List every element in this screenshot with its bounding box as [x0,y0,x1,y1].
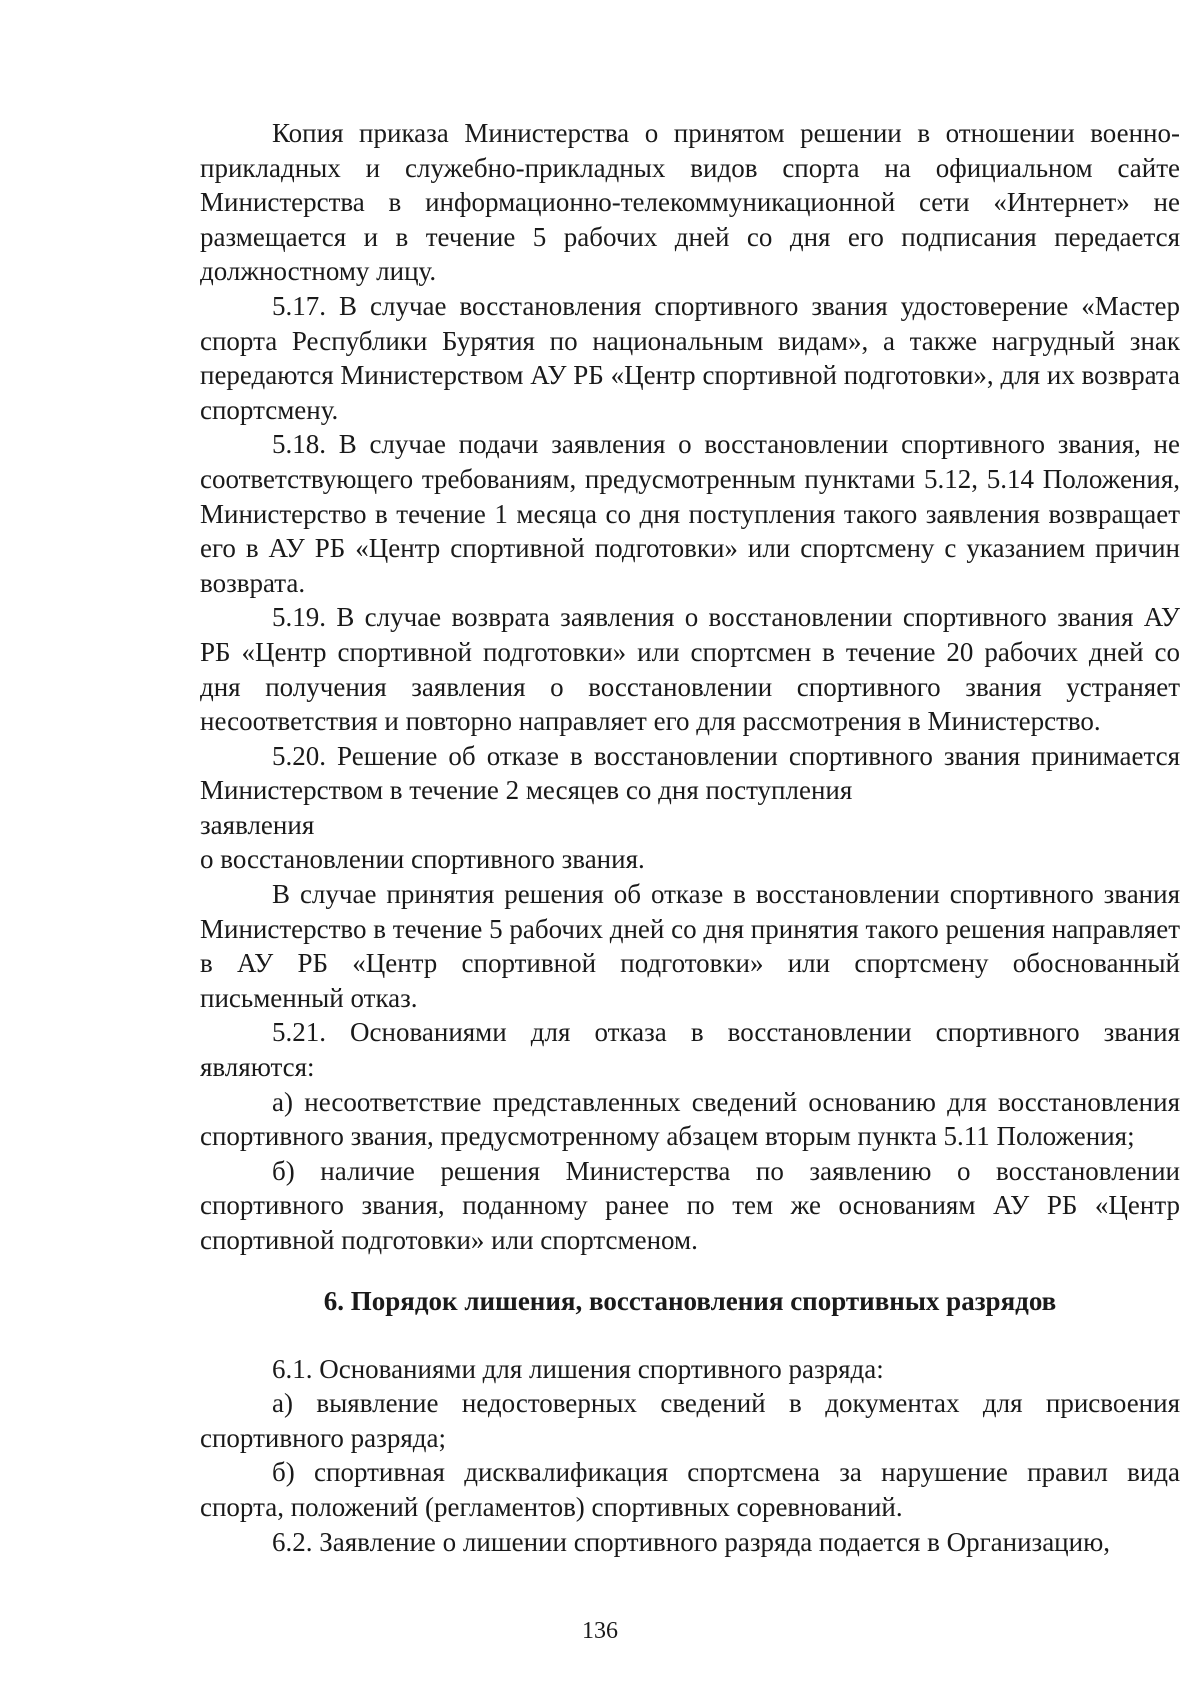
document-body [200,116,1180,1559]
paragraph-refusal-decision: В случае принятия решения об отказе в восстановлении спортивного звания Министерство в течение 5 рабочих дней со дня принятия такого решения направляет в АУ РБ «Центр спортивной подготовки» или спортсмену обоснованный письменный отказ. [200,879,1180,1013]
paragraph-6-2: 6.2. Заявление о лишении спортивного разряда подается в Организацию, [272,1526,1111,1557]
paragraph-5-20-line-applications: заявления [200,809,315,840]
page-number: 136 [582,1618,618,1644]
paragraph-5-17: 5.17. В случае восстановления спортивного звания удостоверение «Мастер спорта Республики Бурятия по национальным видам», а также нагрудный знак передаются Министерством АУ РБ «Центр спортивной подготовки», для их возврата спортсмену. [200,290,1180,425]
paragraph-5-19: 5.19. В случае возврата заявления о восстановлении спортивного звания АУ РБ «Центр спортивной подготовки» или спортсмен в течение 20 рабочих дней со дня получения заявления о восстановлении спортивного звания устраняет несоответствия и повторно направляет его для рассмотрения в Министерство. [200,602,1180,737]
paragraph-5-21: 5.21. Основаниями для отказа в восстановлении спортивного звания являются: [200,1017,1180,1083]
paragraph-6-1: 6.1. Основаниями для лишения спортивного разряда: [272,1353,884,1384]
paragraph-5-21-b: б) наличие решения Министерства по заявлению о восстановлении спортивного звания, поданному ранее по тем же основаниям АУ РБ «Центр спортивной подготовки» или спортсменом. [200,1155,1180,1255]
paragraph-5-18: 5.18. В случае подачи заявления о восстановлении спортивного звания, не соответствующего требованиям, предусмотренным пунктами 5.12, 5.14 Положения, Министерство в течение 1 месяца со дня поступления такого заявления возвращает его в АУ РБ «Центр спортивной подготовки» или спортсмену с указанием причин возврата. [200,429,1180,598]
paragraph-5-20-line-restoration: о восстановлении спортивного звания. [200,844,645,875]
paragraph-5-20: 5.20. Решение об отказе в восстановлении спортивного звания принимается Министерством в течение 2 месяцев со дня поступления [200,740,1180,806]
paragraph-5-21-a: а) несоответствие представленных сведений основанию для восстановления спортивного звания, предусмотренному абзацем вторым пункта 5.11 Положения; [200,1086,1180,1152]
paragraph-6-1-b: б) спортивная дисквалификация спортсмена за нарушение правил вида спорта, положений (регламентов) спортивных соревнований. [200,1457,1180,1522]
paragraph-copy-of-order: Копия приказа Министерства о принятом решении в отношении военно-прикладных и служебно-прикладных видов спорта на официальном сайте Министерства в информационно-телекоммуникационной сети «Интернет» не размещается и в течение 5 рабочих дней со дня его подписания передается должностному лицу. [200,118,1180,287]
section-heading: 6. Порядок лишения, восстановления спортивных разрядов [323,1285,1057,1316]
paragraph-6-1-a: а) выявление недостоверных сведений в документах для присвоения спортивного разряда; [200,1388,1180,1453]
